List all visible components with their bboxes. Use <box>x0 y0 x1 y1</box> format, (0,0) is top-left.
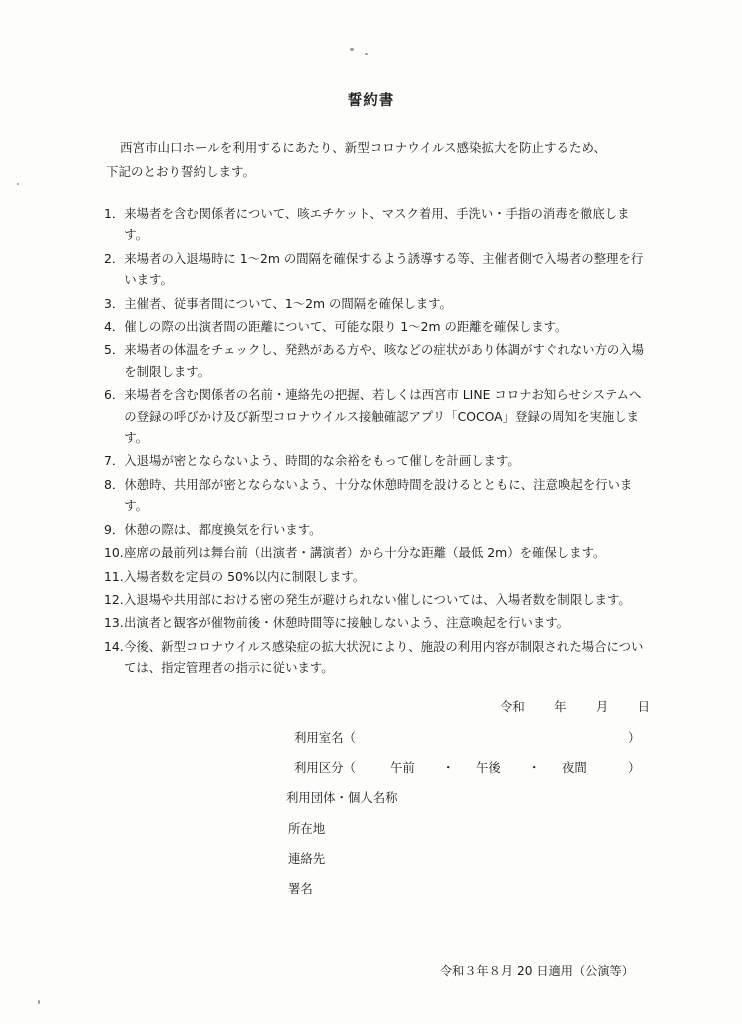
date-month: 月 <box>595 699 609 714</box>
scan-speck <box>38 1000 40 1004</box>
list-item: 2． 来場者の入退場時に 1～2m の間隔を確保するよう誘導する等、主催者側で入場者の整理を行います。 <box>104 250 644 288</box>
list-item: 10. 座席の最前列は舞台前（出演者・講演者）から十分な距離（最低 2m）を確保します。 <box>104 545 606 561</box>
date-day: 日 <box>637 699 650 714</box>
contact-label: 連絡先 <box>288 851 326 866</box>
date-line <box>500 697 650 715</box>
group-name-label: 利用団体・個人名称 <box>286 790 398 805</box>
list-item: 3． 主催者、従事者間について、1～2m の間隔を確保します。 <box>104 295 452 311</box>
effective-date-note: 令和３年８月 20 日適用（公演等） <box>440 964 634 978</box>
date-year: 年 <box>554 699 567 714</box>
usage-category-label: 利用区分（ <box>294 760 356 775</box>
usage-category-close: ） <box>628 760 641 775</box>
intro-line-1: 西宮市山口ホールを利用するにあたり、新型コロナウイルス感染拡大を防止するため、 <box>120 140 607 155</box>
list-item: 11. 入場者数を定員の 50%以内に制限します。 <box>104 568 366 584</box>
option-morning: 午前 <box>390 760 415 775</box>
usage-category-row <box>294 758 356 778</box>
address-label: 所在地 <box>288 821 326 836</box>
scan-speck <box>365 53 368 55</box>
scan-speck <box>17 183 19 185</box>
list-item: 8． 休憩時、共用部が密とならないよう、十分な休憩時間を設けるとともに、注意喚起を行います。 <box>104 476 633 514</box>
option-separator: ・ <box>528 760 541 775</box>
signature-label: 署名 <box>288 881 313 896</box>
list-item: 9． 休憩の際は、都度換気を行います。 <box>104 521 322 537</box>
scan-speck <box>350 48 354 51</box>
list-item: 4． 催しの際の出演者間の距離について、可能な限り 1～2m の距離を確保します。 <box>104 319 568 335</box>
option-separator: ・ <box>442 760 455 775</box>
intro-line-2: 下記のとおり誓約します。 <box>106 164 256 179</box>
pledge-list <box>104 203 652 681</box>
list-item: 14. 今後、新型コロナウイルス感染症の拡大状況により、施設の利用内容が制限された場合については、指定管理者の指示に従います。 <box>104 638 644 676</box>
room-name-close: ） <box>628 730 641 745</box>
list-item: 7． 入退場が密とならないよう、時間的な余裕をもって催しを計画します。 <box>104 453 520 469</box>
room-name-label: 利用室名（ <box>294 730 356 745</box>
list-item: 6． 来場者を含む関係者の名前・連絡先の把握、若しくは西宮市 LINE コロナお知らせシステムへの登録の呼びかけ及び新型コロナウイルス接触確認アプリ「COCOA」登録の周知を実施します。 <box>104 387 642 446</box>
list-item: 13. 出演者と観客が催物前後・休憩時間等に接触しないよう、注意喚起を行います。 <box>104 615 570 631</box>
option-afternoon: 午後 <box>476 760 501 775</box>
document-title: 誓約書 <box>347 93 395 109</box>
list-item: 1． 来場者を含む関係者について、咳エチケット、マスク着用、手洗い・手指の消毒を徹底します。 <box>104 206 630 243</box>
date-era: 令和 <box>500 699 525 714</box>
intro-paragraph <box>106 136 656 184</box>
list-item: 5． 来場者の体温をチェックし、発熱がある方や、咳などの症状があり体調がすぐれない方の入場を制限します。 <box>104 342 645 379</box>
option-night: 夜間 <box>562 760 587 775</box>
room-name-row <box>294 728 356 748</box>
list-item: 12. 入退場や共用部における密の発生が避けられない催しについては、入場者数を制限します。 <box>104 591 631 607</box>
